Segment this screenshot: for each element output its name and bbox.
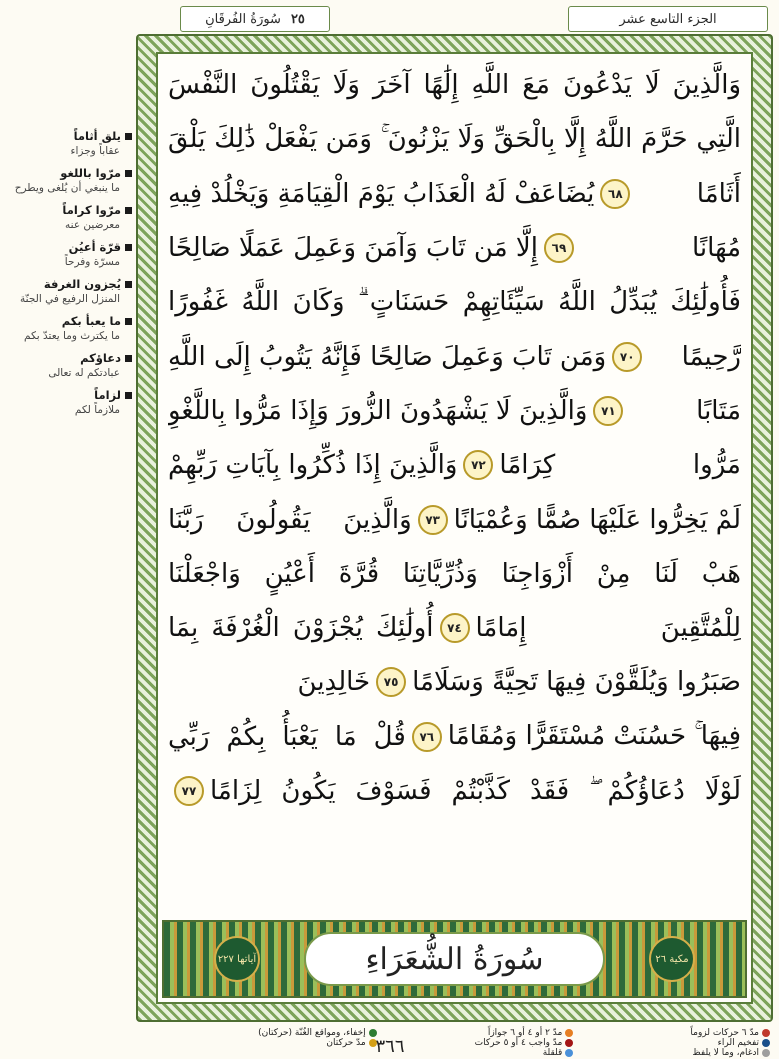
- verse-text: لَمْ يَخِرُّوا عَلَيْهَا صُمًّا وَعُمْيَانًا: [453, 504, 741, 535]
- verse-lines: [168, 58, 741, 818]
- glossary-word: مرّوا باللغو: [60, 166, 121, 180]
- legend-item: [180, 1028, 377, 1038]
- verse-line: [168, 764, 741, 818]
- verse-text: إِلَّا مَن تَابَ وَآمَنَ وَعَمِلَ عَمَلًا صَالِحًا: [168, 233, 538, 264]
- square-bullet-icon: [125, 244, 132, 251]
- surah-number: ٢٥: [290, 11, 305, 27]
- ayah-number-marker: ٧١: [593, 396, 623, 426]
- square-bullet-icon: [125, 355, 132, 362]
- ayah-number-marker: ٦٨: [600, 179, 630, 209]
- surah-info-medal-left: آياتها ٢٢٧: [214, 936, 260, 982]
- ayah-number-marker: ٦٩: [544, 233, 574, 263]
- verse-text: صَبَرُوا وَيُلَقَّوْنَ فِيهَا تَحِيَّةً وَسَلَامًا: [412, 667, 741, 698]
- glossary-meaning: ملازماً لكم: [74, 404, 120, 416]
- color-dot-icon: [565, 1029, 573, 1037]
- surah-name: سُورَةُ الفُرقَانِ: [205, 11, 281, 27]
- glossary-item: [2, 239, 132, 270]
- glossary-item: [2, 165, 132, 196]
- glossary-word: مرّوا كراماً: [62, 203, 121, 217]
- verse-text: مَتَابًا: [696, 395, 741, 426]
- ayah-number-marker: ٧٤: [440, 613, 470, 643]
- ayah-number-marker: ٧٦: [412, 722, 442, 752]
- color-dot-icon: [565, 1039, 573, 1047]
- surah-info-medal-right: مكية ٢٦: [649, 936, 695, 982]
- legend-label: تفخيم الراء: [717, 1038, 759, 1048]
- surah-banner: [162, 920, 747, 998]
- page-number: ٣٦٦: [375, 1036, 405, 1057]
- glossary-word: ما يعبأ بكم: [61, 314, 121, 328]
- verse-line: [168, 655, 741, 709]
- color-dot-icon: [762, 1039, 770, 1047]
- glossary-meaning: معرضين عنه: [65, 219, 120, 231]
- glossary-meaning: عبادتكم له تعالى: [48, 367, 120, 379]
- verse-line: [168, 547, 741, 601]
- verse-line: [168, 438, 741, 492]
- glossary-meaning: ما يكترث وما يعتدّ بكم: [23, 330, 120, 342]
- verse-line: [168, 329, 741, 383]
- legend-label: مدّ واجب ٤ أو ٥ حركات: [474, 1038, 563, 1048]
- color-dot-icon: [565, 1049, 573, 1057]
- verse-line: [168, 710, 741, 764]
- verse-text: وَالَّذِينَ يَقُولُونَ رَبَّنَا: [168, 504, 412, 535]
- verse-text: لَوْلَا دُعَاؤُكُمْ ۖ فَقَدْ كَذَّبْتُمْ فَسَوْفَ يَكُونُ لِزَامًا: [210, 775, 741, 806]
- ayah-number-marker: ٧٧: [174, 776, 204, 806]
- glossary-item: [2, 128, 132, 159]
- page-header: [180, 4, 770, 34]
- verse-line: [168, 112, 741, 166]
- square-bullet-icon: [125, 170, 132, 177]
- legend-label: إخفاء، ومواقع الغُنّة (حركتان): [258, 1028, 366, 1038]
- glossary-word: لزاماً: [94, 388, 121, 402]
- verse-text: رَّحِيمًا: [681, 341, 741, 372]
- legend-item: [573, 1028, 770, 1038]
- square-bullet-icon: [125, 133, 132, 140]
- tajweed-legend: [180, 1028, 770, 1058]
- glossary-sidebar: [2, 128, 132, 648]
- legend-label: مدّ ٦ حركات لزوماً: [690, 1028, 759, 1038]
- color-dot-icon: [762, 1029, 770, 1037]
- verse-text: قُلْ مَا يَعْبَأُ بِكُمْ رَبِّي: [168, 721, 406, 752]
- legend-label: مدّ حركتان: [326, 1038, 366, 1048]
- ayah-number-marker: ٧٣: [418, 505, 448, 535]
- juz-label: الجزء التاسع عشر: [568, 6, 768, 32]
- verse-text: وَمَن تَابَ وَعَمِلَ صَالِحًا فَإِنَّهُ يَتُوبُ إِلَى اللَّهِ: [168, 341, 607, 372]
- ayah-number-marker: ٧٢: [463, 450, 493, 480]
- color-dot-icon: [762, 1049, 770, 1057]
- verse-text: هَبْ لَنَا مِنْ أَزْوَاجِنَا وَذُرِّيَّاتِنَا قُرَّةَ أَعْيُنٍ وَاجْعَلْنَا: [168, 558, 741, 589]
- verse-line: [168, 384, 741, 438]
- verse-text: لِلْمُتَّقِينَ إِمَامًا: [475, 613, 741, 644]
- verse-text: يُضَاعَفْ لَهُ الْعَذَابُ يَوْمَ الْقِيَامَةِ وَيَخْلُدْ فِيهِ: [168, 178, 595, 209]
- legend-item: [180, 1038, 377, 1048]
- glossary-meaning: مسرّة وفرحاً: [64, 256, 120, 268]
- page-frame: [136, 34, 773, 1022]
- glossary-word: يُجزون الغرفة: [43, 277, 121, 291]
- glossary-item: [2, 276, 132, 307]
- surah-name-box: [180, 6, 330, 32]
- verse-text: وَالَّذِينَ لَا يَشْهَدُونَ الزُّورَ وَإِذَا مَرُّوا بِاللَّغْوِ: [168, 395, 588, 426]
- verse-text: الَّتِي حَرَّمَ اللَّهُ إِلَّا بِالْحَقِّ وَلَا يَزْنُونَ ۚ وَمَن يَفْعَلْ ذَٰلِكَ يَلْقَ: [168, 123, 741, 154]
- verse-line: [168, 492, 741, 546]
- square-bullet-icon: [125, 281, 132, 288]
- legend-label: مدّ ٢ أو ٤ أو ٦ جوازاً: [487, 1028, 563, 1038]
- verse-text: مَرُّوا كِرَامًا: [499, 450, 741, 481]
- legend-label: ادغام، وما لا يلفظ: [692, 1048, 759, 1058]
- verse-text: أُولَٰئِكَ يُجْزَوْنَ الْغُرْفَةَ بِمَا: [168, 613, 434, 644]
- verse-text: فَأُولَٰئِكَ يُبَدِّلُ اللَّهُ سَيِّئَاتِهِمْ حَسَنَاتٍ ۗ وَكَانَ اللَّهُ غَفُورًا: [168, 286, 741, 317]
- verse-line: [168, 58, 741, 112]
- legend-label: قلقلة: [542, 1048, 563, 1058]
- verse-line: [168, 221, 741, 275]
- verse-text: أَثَامًا: [696, 178, 741, 209]
- verse-text: فِيهَا ۚ حَسُنَتْ مُسْتَقَرًّا وَمُقَامًا: [447, 721, 741, 752]
- glossary-meaning: عقاباً وجزاء: [70, 145, 120, 157]
- legend-item: [573, 1038, 770, 1048]
- square-bullet-icon: [125, 392, 132, 399]
- verse-text: مُهَانًا: [692, 233, 741, 264]
- verse-text: خَالِدِينَ: [297, 667, 371, 698]
- verse-line: [168, 167, 741, 221]
- glossary-item: [2, 387, 132, 418]
- ayah-number-marker: ٧٥: [376, 667, 406, 697]
- verse-text: وَالَّذِينَ لَا يَدْعُونَ مَعَ اللَّهِ إِلَٰهًا آخَرَ وَلَا يَقْتُلُونَ النَّفْسَ: [168, 70, 741, 101]
- legend-item: [573, 1048, 770, 1058]
- glossary-meaning: ما ينبغي أن يُلغى ويطرح: [14, 182, 120, 194]
- glossary-item: [2, 202, 132, 233]
- next-surah-title: سُورَةُ الشُّعَرَاءِ: [304, 932, 605, 986]
- verse-text: وَالَّذِينَ إِذَا ذُكِّرُوا بِآيَاتِ رَبِّهِمْ: [168, 450, 458, 481]
- square-bullet-icon: [125, 207, 132, 214]
- text-area: [156, 52, 753, 1004]
- glossary-item: [2, 313, 132, 344]
- glossary-word: قرّة أعيُن: [68, 240, 121, 254]
- glossary-item: [2, 350, 132, 381]
- glossary-word: دعاؤكم: [80, 351, 121, 365]
- square-bullet-icon: [125, 318, 132, 325]
- ayah-number-marker: ٧٠: [612, 342, 642, 372]
- verse-line: [168, 601, 741, 655]
- glossary-meaning: المنزل الرفيع في الجنّة: [20, 293, 120, 305]
- verse-line: [168, 275, 741, 329]
- glossary-word: يلق أثاماً: [73, 129, 121, 143]
